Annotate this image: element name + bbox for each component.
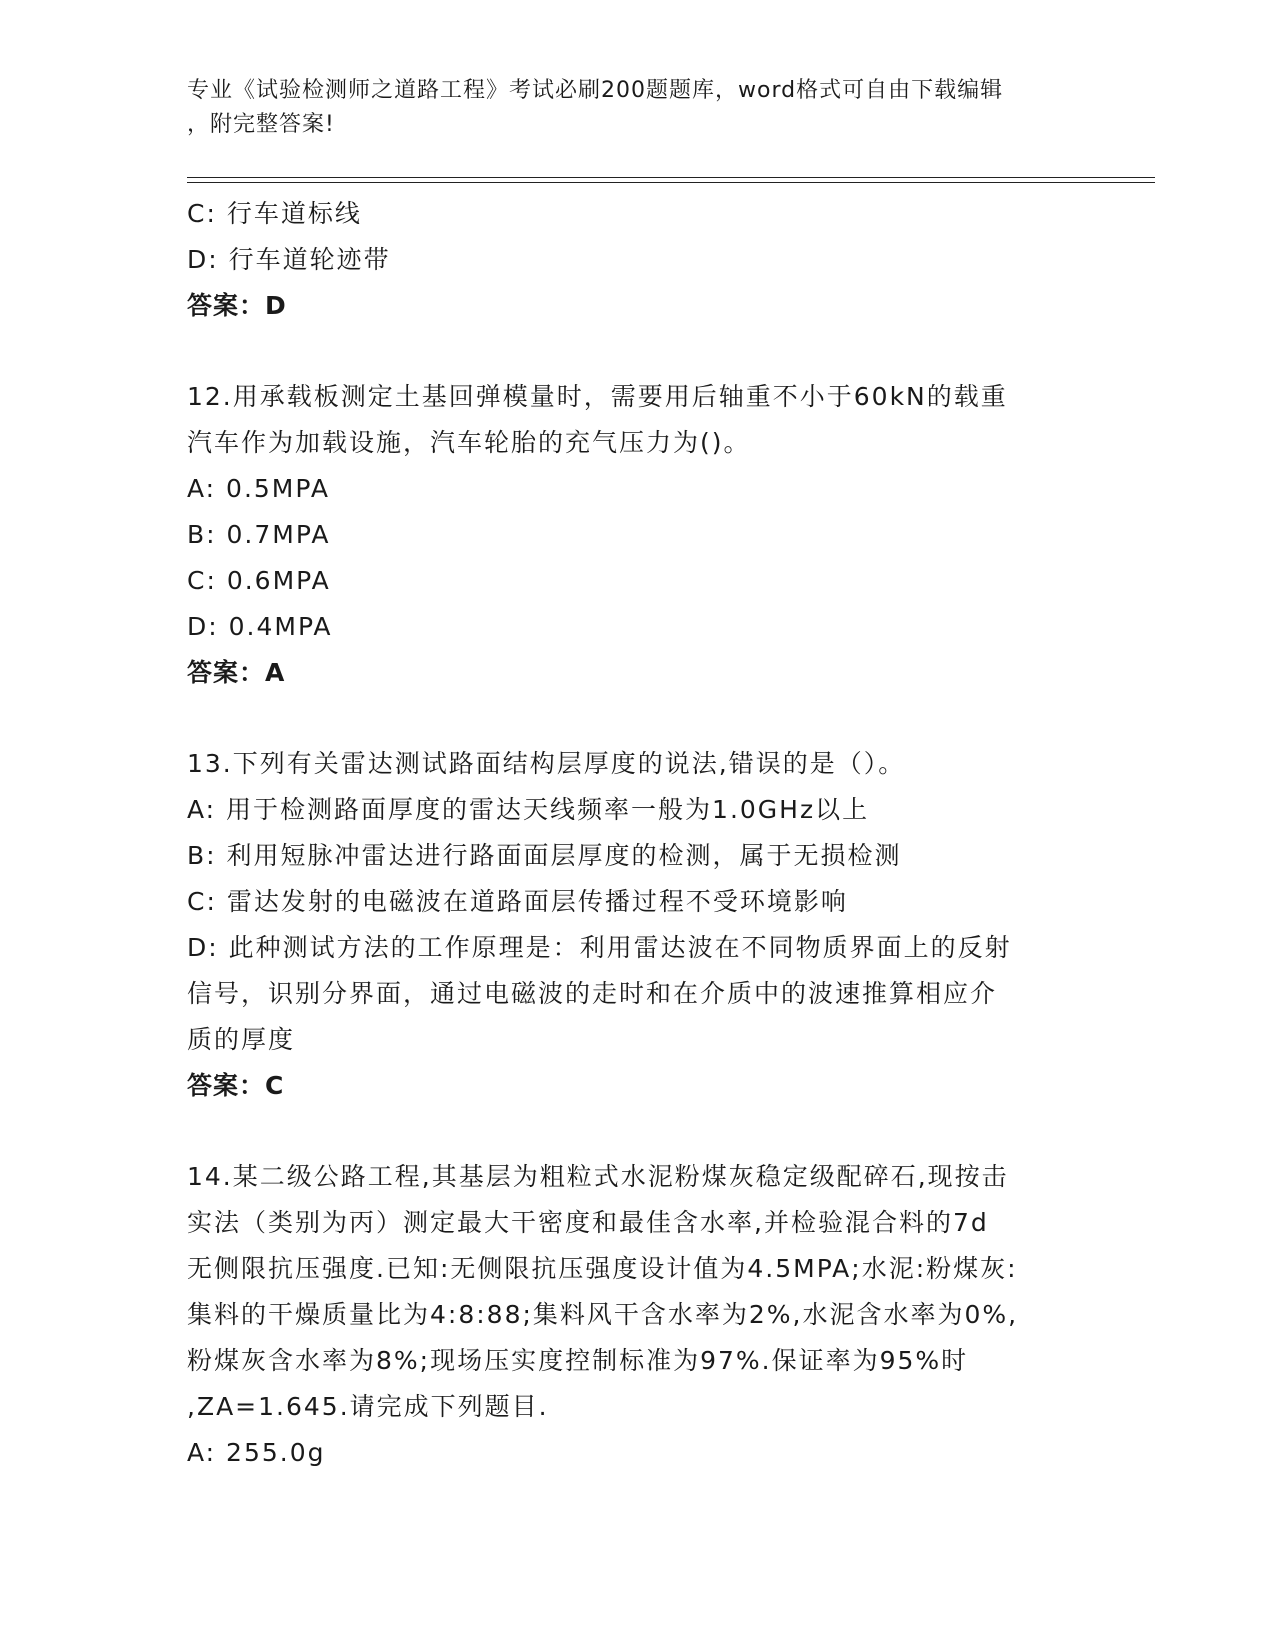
question-11-tail bbox=[187, 191, 1087, 329]
page-header bbox=[187, 74, 1067, 142]
option-a: A: 0.5MPA bbox=[187, 474, 330, 503]
option-d-continued: 质的厚度 bbox=[187, 1025, 296, 1054]
option-d: D: 行车道轮迹带 bbox=[187, 245, 391, 274]
answer-line: 答案：C bbox=[187, 1071, 285, 1100]
question-12 bbox=[187, 374, 1087, 696]
option-a: A: 255.0g bbox=[187, 1438, 326, 1467]
question-stem: 实法（类别为丙）测定最大干密度和最佳含水率,并检验混合料的7d bbox=[187, 1208, 989, 1237]
question-stem: 汽车作为加载设施，汽车轮胎的充气压力为()。 bbox=[187, 428, 751, 457]
spacer bbox=[187, 696, 1087, 741]
question-stem: 14.某二级公路工程,其基层为粗粒式水泥粉煤灰稳定级配碎石,现按击 bbox=[187, 1162, 1009, 1191]
question-13 bbox=[187, 741, 1087, 1109]
answer-line: 答案：A bbox=[187, 658, 286, 687]
header-divider-top bbox=[187, 177, 1155, 178]
spacer bbox=[187, 1109, 1087, 1154]
spacer bbox=[187, 329, 1087, 374]
question-stem: 无侧限抗压强度.已知:无侧限抗压强度设计值为4.5MPA;水泥:粉煤灰: bbox=[187, 1254, 1018, 1283]
question-stem: 集料的干燥质量比为4:8:88;集料风干含水率为2%,水泥含水率为0%, bbox=[187, 1300, 1019, 1329]
header-divider-bottom bbox=[187, 182, 1155, 183]
option-d-continued: 信号，识别分界面，通过电磁波的走时和在介质中的波速推算相应介 bbox=[187, 979, 998, 1008]
option-b: B: 利用短脉冲雷达进行路面面层厚度的检测，属于无损检测 bbox=[187, 841, 902, 870]
answer-line: 答案：D bbox=[187, 291, 287, 320]
option-c: C: 0.6MPA bbox=[187, 566, 331, 595]
option-c: C: 雷达发射的电磁波在道路面层传播过程不受环境影响 bbox=[187, 887, 848, 916]
header-line-1: 专业《试验检测师之道路工程》考试必刷200题题库，word格式可自由下载编辑 bbox=[187, 78, 1004, 103]
question-stem: 12.用承载板测定土基回弹模量时，需要用后轴重不小于60kN的载重 bbox=[187, 382, 1008, 411]
question-14 bbox=[187, 1154, 1087, 1476]
question-stem: 粉煤灰含水率为8%;现场压实度控制标准为97%.保证率为95%时 bbox=[187, 1346, 969, 1375]
option-a: A: 用于检测路面厚度的雷达天线频率一般为1.0GHz以上 bbox=[187, 795, 870, 824]
option-d: D: 此种测试方法的工作原理是：利用雷达波在不同物质界面上的反射 bbox=[187, 933, 1012, 962]
header-line-2: ，附完整答案! bbox=[187, 112, 335, 137]
document-body bbox=[187, 191, 1087, 1476]
option-d: D: 0.4MPA bbox=[187, 612, 333, 641]
option-b: B: 0.7MPA bbox=[187, 520, 331, 549]
question-stem: ,ZA=1.645.请完成下列题目. bbox=[187, 1392, 549, 1421]
option-c: C: 行车道标线 bbox=[187, 199, 362, 228]
question-stem: 13.下列有关雷达测试路面结构层厚度的说法,错误的是（）。 bbox=[187, 749, 906, 778]
